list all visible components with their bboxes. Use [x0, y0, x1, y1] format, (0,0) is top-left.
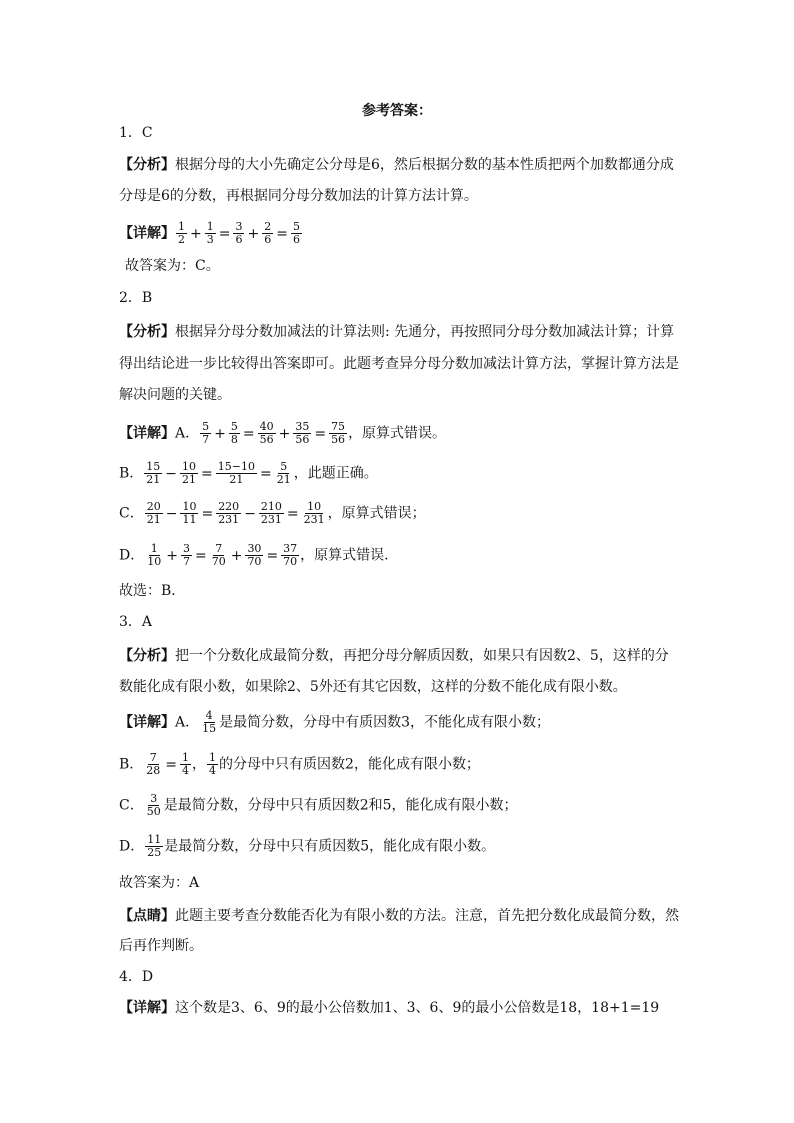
fraction: $\frac{4}{15}$	[202, 709, 217, 735]
fraction: $\frac{7}{28}$	[146, 751, 161, 777]
q3-point	[119, 906, 679, 926]
detail-tag: 【详解】	[119, 1000, 175, 1016]
fraction: $\frac{220}{231}$	[218, 500, 240, 526]
fraction: $\frac{5}{21}$	[276, 460, 291, 486]
q3-analysis-text: 把一个分数化成最简分数，再把分母分解质因数，如果只有因数2、5，这样的分	[175, 648, 669, 664]
fraction: $\frac{15-10}{21}$	[217, 460, 255, 486]
q4-answer: 4．D	[119, 969, 154, 985]
q2-option-d: D． $\frac{1}{10}$ + $\frac{3}{7}$ = $\frac{7}{70}$ + $\frac{30}{70}$ = $\frac{37}{70}$ ，原算式错误.	[119, 542, 389, 568]
fraction: $\frac{1}{2}$	[178, 220, 185, 246]
fraction: $\frac{3}{7}$	[182, 542, 190, 568]
detail-tag: 【详解】	[119, 714, 175, 731]
q3-analysis	[119, 646, 669, 666]
q3-point-text: 此题主要考查分数能否化为有限小数的方法。注意，首先把分数化成最简分数，然	[175, 908, 679, 924]
q2-option-c: C． $\frac{20}{21}$ − $\frac{10}{11}$ = $\frac{220}{231}$ − $\frac{210}{231}$ = $\frac{10}{231}$ ，原算式错误；	[119, 500, 426, 526]
q1-analysis-text: 根据分母的大小先确定公分母是6，然后根据分数的基本性质把两个加数都通分成	[175, 157, 674, 173]
q4-detail	[119, 998, 659, 1018]
q2-analysis-text: 根据异分母分数加减法的计算法则: 先通分，再按照同分母分数加减法计算；计算	[175, 324, 675, 340]
fraction: $\frac{1}{10}$	[147, 542, 162, 568]
fraction: $\frac{11}{25}$	[147, 833, 162, 859]
q3-answer: 3．A	[119, 614, 153, 630]
q3-option-b: B． $\frac{7}{28}$ = $\frac{1}{4}$ ， $\frac{1}{4}$ 的分母中只有质因数2，能化成有限小数；	[119, 751, 480, 777]
q1-detail: 【详解】 $\frac{1}{2}$ + $\frac{1}{3}$ = $\frac{3}{6}$ + $\frac{2}{6}$ = $\frac{5}{6}$	[119, 220, 300, 246]
fraction: $\frac{3}{6}$	[235, 220, 243, 246]
fraction: $\frac{10}{231}$	[303, 500, 325, 526]
fraction: $\frac{210}{231}$	[260, 500, 282, 526]
q2-analysis-cont: 解决问题的关键。	[119, 387, 231, 403]
fraction: $\frac{35}{56}$	[295, 420, 310, 446]
fraction: $\frac{1}{4}$	[182, 751, 190, 777]
fraction: $\frac{5}{8}$	[230, 420, 238, 446]
analysis-tag: 【分析】	[119, 648, 175, 664]
point-tag: 【点睛】	[119, 908, 175, 924]
q3-analysis-cont: 数能化成有限小数，如果除2、5外还有其它因数，这样的分数不能化成有限小数。	[119, 679, 627, 695]
detail-tag: 【详解】	[119, 225, 175, 242]
page-title: 参考答案：	[362, 103, 432, 119]
q1-answer: 1．C	[119, 125, 153, 141]
fraction: $\frac{1}{4}$	[209, 751, 217, 777]
fraction: $\frac{15}{21}$	[146, 460, 161, 486]
fraction: $\frac{40}{56}$	[259, 420, 274, 446]
q3-option-a: 【详解】A． $\frac{4}{15}$ 是最简分数，分母中有质因数3，不能化成有限小数；	[119, 709, 551, 735]
q1-analysis	[119, 155, 674, 175]
fraction: $\frac{1}{3}$	[206, 220, 214, 246]
q3-point-cont: 后再作判断。	[119, 938, 203, 954]
q1-conclusion: 故答案为：C。	[125, 258, 220, 274]
fraction: $\frac{10}{21}$	[182, 460, 197, 486]
fraction: $\frac{5}{7}$	[202, 420, 210, 446]
q1-analysis-cont: 分母是6的分数，再根据同分母分数加法的计算方法计算。	[119, 188, 478, 204]
fraction: $\frac{2}{6}$	[264, 220, 272, 246]
fraction: $\frac{7}{70}$	[211, 542, 226, 568]
q3-option-d: D． $\frac{11}{25}$ 是最简分数，分母中只有质因数5，能化成有限小数。	[119, 833, 496, 859]
q4-detail-text: 这个数是3、6、9的最小公倍数加1、3、6、9的最小公倍数是18，18+1=19	[175, 1000, 660, 1016]
fraction: $\frac{20}{21}$	[146, 500, 161, 526]
analysis-tag: 【分析】	[119, 157, 175, 173]
q2-answer: 2．B	[119, 290, 153, 306]
q2-option-b: B． $\frac{15}{21}$ − $\frac{10}{21}$ = $\frac{15-10}{21}$ = $\frac{5}{21}$ ，此题正确。	[119, 460, 378, 486]
q2-option-a: 【详解】A． $\frac{5}{7}$ + $\frac{5}{8}$ = $\frac{40}{56}$ + $\frac{35}{56}$ = $\frac{75}{56}$ ，原算式错误。	[119, 420, 447, 446]
fraction: $\frac{3}{50}$	[146, 792, 161, 818]
fraction: $\frac{37}{70}$	[283, 542, 298, 568]
fraction: $\frac{30}{70}$	[247, 542, 262, 568]
analysis-tag: 【分析】	[119, 324, 175, 340]
fraction: $\frac{5}{6}$	[292, 220, 300, 246]
detail-tag: 【详解】	[119, 425, 175, 442]
fraction: $\frac{10}{11}$	[182, 500, 197, 526]
q2-analysis	[119, 322, 674, 342]
fraction: $\frac{75}{56}$	[331, 420, 346, 446]
q2-analysis-cont: 得出结论进一步比较得出答案即可。此题考查异分母分数加减法计算方法，掌握计算方法是	[119, 356, 679, 372]
q3-option-c: C． $\frac{3}{50}$ 是最简分数，分母中只有质因数2和5，能化成有限小数；	[119, 792, 518, 818]
q2-conclusion: 故选：B．	[119, 583, 186, 599]
q3-conclusion: 故答案为：A	[119, 875, 200, 891]
